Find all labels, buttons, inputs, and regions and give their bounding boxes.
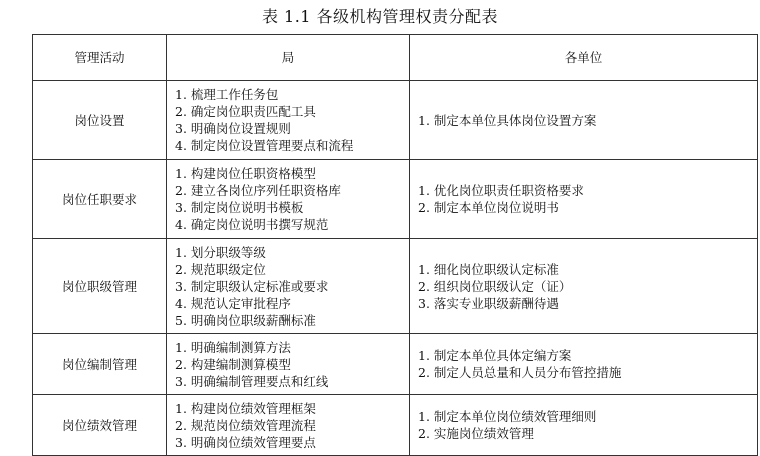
units-item: 2. 组织岗位职级认定（证） [418,278,572,294]
bureau-item: 2. 构建编制测算模型 [175,356,291,372]
table-row [33,81,758,160]
bureau-item: 3. 明确编制管理要点和红线 [175,373,329,389]
table-row [33,334,758,395]
table-row [33,395,758,456]
units-item: 1. 细化岗位职级认定标准 [418,261,559,277]
bureau-cell [167,81,410,160]
bureau-item: 3. 明确岗位绩效管理要点 [175,434,316,450]
units-cell [410,81,758,160]
activity-cell: 岗位职级管理 [33,239,167,334]
bureau-item: 2. 建立各岗位序列任职资格库 [175,183,341,198]
activity-cell: 岗位任职要求 [33,160,167,239]
units-cell [410,334,758,395]
bureau-item: 1. 构建岗位任职资格模型 [175,166,316,181]
bureau-item: 2. 规范职级定位 [175,261,266,277]
units-item: 2. 制定本单位岗位说明书 [418,200,559,215]
bureau-item: 3. 制定职级认定标准或要求 [175,278,329,294]
units-item: 3. 落实专业职级薪酬待遇 [418,295,559,311]
bureau-cell [167,334,410,395]
bureau-item: 4. 确定岗位说明书撰写规范 [175,217,329,232]
bureau-item: 1. 梳理工作任务包 [175,87,279,102]
bureau-item: 5. 明确岗位职级薪酬标准 [175,312,316,328]
table-header-row [33,35,758,81]
bureau-cell [167,239,410,334]
units-item: 2. 制定人员总量和人员分布管控措施 [418,365,622,380]
table-caption: 表 1.1 各级机构管理权责分配表 [261,7,499,26]
bureau-cell [167,395,410,456]
bureau-item: 3. 明确岗位设置规则 [175,121,291,136]
table-row [33,160,758,239]
bureau-item: 1. 构建岗位绩效管理框架 [175,400,316,416]
table-row [33,239,758,334]
header-activity: 管理活动 [33,35,167,81]
bureau-item: 1. 划分职级等级 [175,244,266,260]
activity-cell: 岗位编制管理 [33,334,167,395]
units-item: 1. 制定本单位具体岗位设置方案 [418,112,597,128]
units-cell [410,239,758,334]
header-units: 各单位 [410,35,758,81]
units-item: 2. 实施岗位绩效管理 [418,426,534,441]
responsibility-table [32,34,758,456]
units-cell [410,395,758,456]
bureau-cell [167,160,410,239]
activity-cell: 岗位绩效管理 [33,395,167,456]
units-item: 1. 制定本单位岗位绩效管理细则 [418,409,597,424]
bureau-item: 2. 规范岗位绩效管理流程 [175,417,316,433]
activity-cell: 岗位设置 [33,81,167,160]
bureau-item: 4. 规范认定审批程序 [175,295,291,311]
bureau-item: 2. 确定岗位职责匹配工具 [175,104,316,119]
bureau-item: 1. 明确编制测算方法 [175,339,291,355]
units-item: 1. 优化岗位职责任职资格要求 [418,183,584,198]
units-cell [410,160,758,239]
bureau-item: 3. 制定岗位说明书模板 [175,200,304,215]
units-item: 1. 制定本单位具体定编方案 [418,348,572,363]
bureau-item: 4. 制定岗位设置管理要点和流程 [175,138,354,153]
header-bureau: 局 [167,35,410,81]
